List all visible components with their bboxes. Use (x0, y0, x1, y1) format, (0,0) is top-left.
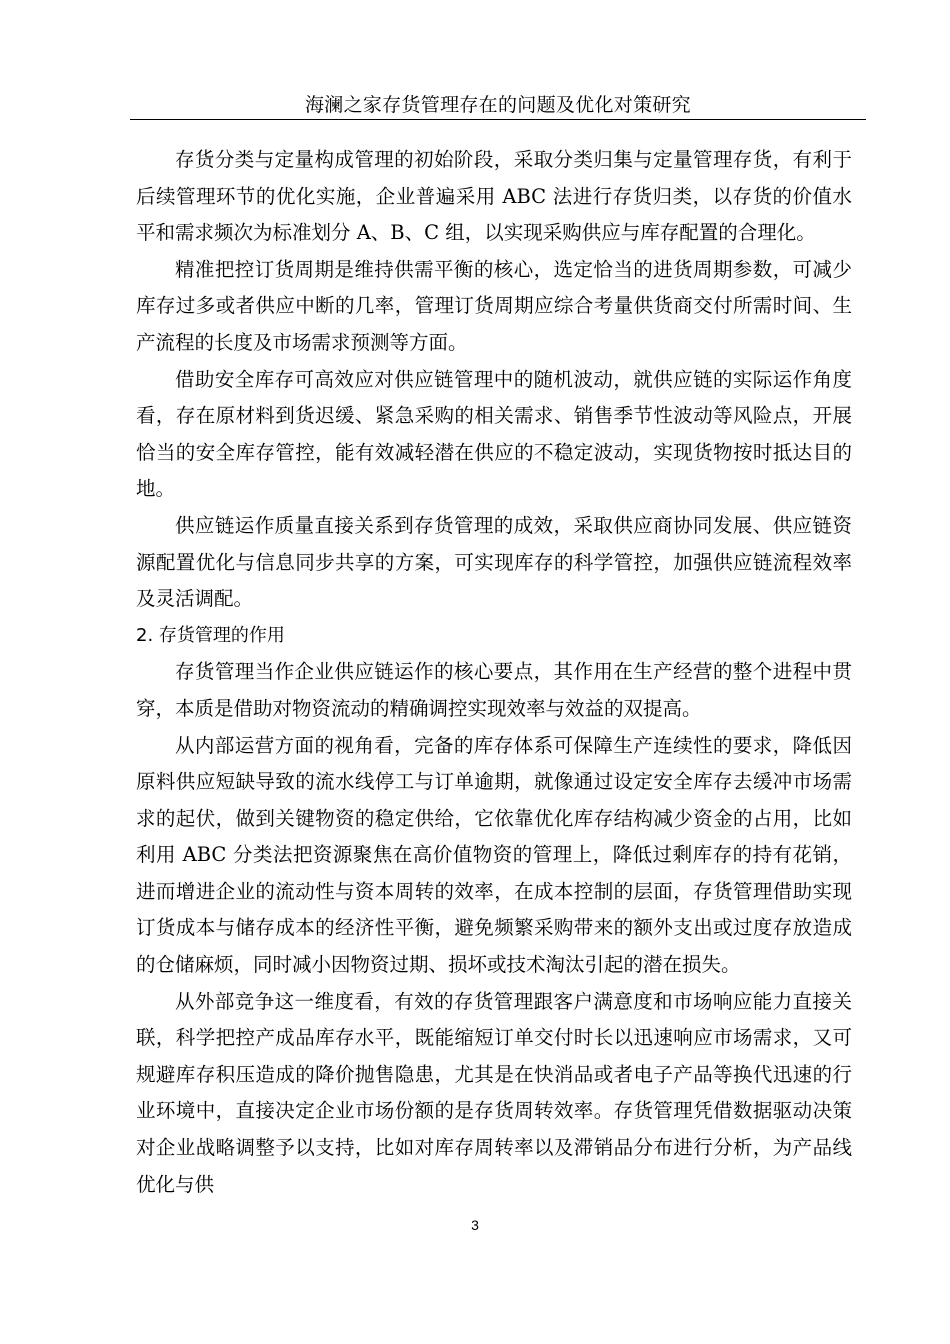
body-paragraph: 供应链运作质量直接关系到存货管理的成效，采取供应商协同发展、供应链资源配置优化与信息同步共享的方案，可实现库存的科学管控，加强供应链流程效率及灵活调配。 (136, 513, 852, 611)
body-paragraph: 精准把控订货周期是维持供需平衡的核心，选定恰当的进货周期参数，可减少库存过多或者供应中断的几率，管理订货周期应综合考量供货商交付所需时间、生产流程的长度及市场需求预测等方面。 (136, 257, 852, 354)
body-text (136, 142, 852, 1203)
section-heading: 2. 存货管理的作用 (136, 624, 285, 646)
body-paragraph: 从外部竞争这一维度看，有效的存货管理跟客户满意度和市场响应能力直接关联，科学把控产成品库存水平，既能缩短订单交付时长以迅速响应市场需求，又可规避库存积压造成的降价抛售隐患，尤其是在快消品或者电子产品等换代迅速的行业环境中，直接决定企业市场份额的是存货周转效率。存货管理凭借数据驱动决策对企业战略调整予以支持，比如对库存周转率以及滞销品分布进行分析，为产品线优化与供 (136, 989, 852, 1196)
body-paragraph: 借助安全库存可高效应对供应链管理中的随机波动，就供应链的实际运作角度看，存在原材料到货迟缓、紧急采购的相关需求、销售季节性波动等风险点，开展恰当的安全库存管控，能有效减轻潜在供应的不稳定波动，实现货物按时抵达目的地。 (136, 367, 852, 501)
page-number: 3 (471, 1217, 479, 1233)
running-header-title: 海澜之家存货管理存在的问题及优化对策研究 (304, 94, 691, 116)
body-paragraph: 从内部运营方面的视角看，完备的库存体系可保障生产连续性的要求，降低因原料供应短缺导致的流水线停工与订单逾期，就像通过设定安全库存去缓冲市场需求的起伏，做到关键物资的稳定供给，它依靠优化库存结构减少资金的占用，比如利用 ABC 分类法把资源聚焦在高价值物资的管理上，降低过剩库存的持有花销，进而增进企业的流动性与资本周转的效率，在成本控制的层面，存货管理借助实现订货成本与储存成本的经济性平衡，避免频繁采购带来的额外支出或过度存放造成的仓储麻烦，同时减小因物资过期、损坏或技术淘汰引起的潜在损失。 (136, 733, 852, 977)
header-divider (130, 119, 866, 120)
body-paragraph: 存货分类与定量构成管理的初始阶段，采取分类归集与定量管理存货，有利于后续管理环节的优化实施，企业普遍采用 ABC 法进行存货归类，以存货的价值水平和需求频次为标准划分 A、B、C 组，以实现采购供应与库存配置的合理化。 (136, 148, 852, 245)
body-paragraph: 存货管理当作企业供应链运作的核心要点，其作用在生产经营的整个进程中贯穿，本质是借助对物资流动的精确调控实现效率与效益的双提高。 (136, 660, 852, 720)
